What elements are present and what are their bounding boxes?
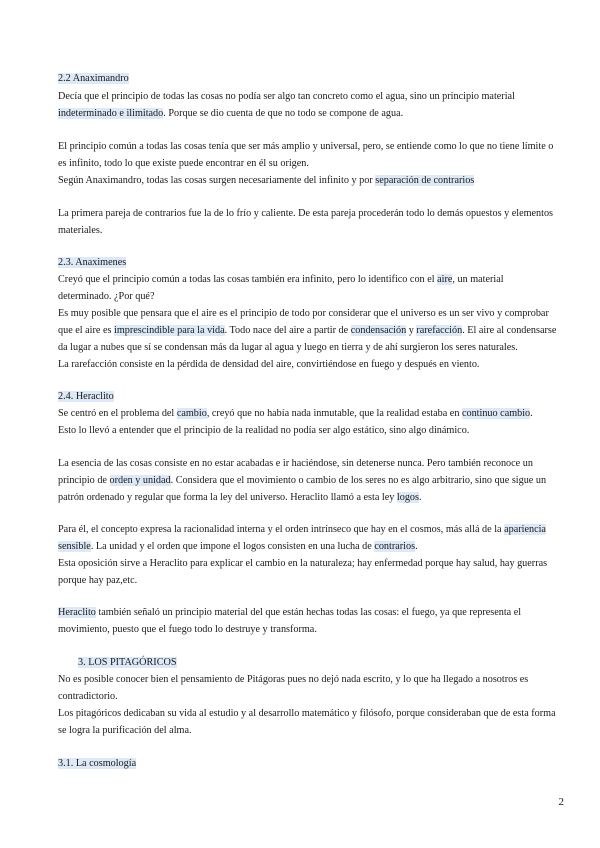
text-segment: principio de	[58, 475, 110, 486]
text-line	[58, 324, 556, 337]
highlighted-text: logos	[396, 492, 419, 503]
highlighted-text: indeterminado e ilimitado	[58, 108, 164, 119]
text-segment: y	[406, 325, 417, 336]
text-line	[58, 390, 114, 403]
text-segment: . Todo nace del aire a partir de	[224, 325, 351, 336]
text-segment: Los pitagóricos dedicaban su vida al estudio y al desarrollo matemático y filósofo, porque consideraban que de esta forma	[58, 708, 556, 719]
text-line	[58, 157, 309, 170]
text-segment: .	[418, 492, 422, 503]
text-segment: contradictorio.	[58, 691, 118, 702]
text-segment: Esta oposición sirve a Heraclito para explicar el cambio en la naturaleza; hay enfermedad porque hay salud, hay guerras	[58, 558, 548, 569]
text-segment: Creyó que el principio común a todas las cosas también era infinito, pero lo identifico con el	[58, 274, 438, 285]
page-number: 2	[558, 796, 564, 808]
text-line	[58, 523, 546, 536]
text-segment: Es muy posible que pensara que el aire es el principio de todo por considerar que el universo es un ser vivo y comprobar	[58, 308, 549, 319]
text-segment: Esto lo llevó a entender que el principio de la realidad no podía ser algo estático, sino algo dinámico.	[58, 425, 470, 436]
highlighted-text: rarefacción	[416, 325, 463, 336]
text-segment: da lugar a nubes que sí se condensan más da lugar al agua y luego en tierra y de ahí surgieron los seres naturales.	[58, 342, 518, 353]
highlighted-text: sensible	[58, 541, 91, 552]
text-segment: Se centró en el problema del	[58, 408, 177, 419]
highlighted-text: contrarios	[374, 541, 416, 552]
highlighted-text: imprescindible para la vida	[114, 325, 225, 336]
highlighted-text: separación de contrarios	[375, 175, 475, 186]
highlighted-text: 3.1. La cosmología	[58, 758, 137, 769]
text-segment: Decía que el principio de todas las cosas no podía ser algo tan concreto como el agua, sino un principio material	[58, 91, 515, 102]
text-segment: determinado. ¿Por qué?	[58, 291, 155, 302]
text-line	[58, 140, 553, 153]
text-segment: .	[415, 541, 418, 552]
text-segment: materiales.	[58, 225, 103, 236]
text-segment: . El aire al condensarse	[462, 325, 557, 336]
text-line	[58, 358, 479, 371]
text-line	[58, 574, 137, 587]
text-line	[58, 557, 547, 570]
text-line	[58, 90, 515, 103]
text-segment: se logra la purificación del alma.	[58, 725, 192, 736]
highlighted-text: 2.4. Heraclito	[58, 391, 114, 402]
text-line	[58, 673, 528, 686]
text-line	[58, 757, 136, 770]
text-line	[58, 290, 154, 303]
text-segment: que el aire es	[58, 325, 115, 336]
text-segment: . Porque se dio cuenta de que no todo se compone de agua.	[163, 108, 404, 119]
text-line	[58, 707, 556, 720]
text-line	[58, 540, 418, 553]
text-line	[58, 407, 533, 420]
text-line	[58, 273, 504, 286]
text-segment: No es posible conocer bien el pensamiento de Pitágoras pues no dejó nada escrito, y lo que ha llegado a nosotros es	[58, 674, 529, 685]
text-segment: Para él, el concepto expresa la racionalidad interna y el orden intrínseco que hay en el cosmos, más allá de la	[58, 524, 505, 535]
text-line	[58, 107, 403, 120]
text-line	[58, 72, 129, 85]
text-segment: .	[530, 408, 533, 419]
text-segment: . La unidad y el orden que impone el logos consisten en una lucha de	[90, 541, 375, 552]
highlighted-text: aire	[437, 274, 453, 285]
highlighted-text: 3. LOS PITAGÓRICOS	[78, 657, 177, 668]
text-line	[58, 256, 126, 269]
text-line	[58, 424, 469, 437]
text-line	[78, 656, 177, 669]
text-line	[58, 457, 533, 470]
text-line	[58, 207, 553, 220]
text-segment: La rarefacción consiste en la pérdida de densidad del aire, convirtiéndose en fuego y después en viento.	[58, 359, 480, 370]
text-segment: La primera pareja de contrarios fue la de lo frío y caliente. De esta pareja procederán todo lo demás opuestos y elementos	[58, 208, 554, 219]
text-line	[58, 724, 192, 737]
text-line	[58, 623, 317, 636]
text-segment: , creyó que no había nada inmutable, que la realidad estaba en	[206, 408, 462, 419]
text-segment: patrón ordenado y regular que forma la ley del universo. Heraclito llamó a esta ley	[58, 492, 397, 503]
highlighted-text: apariencia	[504, 524, 546, 535]
text-line	[58, 174, 474, 187]
highlighted-text: orden y unidad	[109, 475, 171, 486]
text-segment: también señaló un principio material del que están hechas todas las cosas: el fuego, ya que representa el	[95, 607, 522, 618]
text-line	[58, 224, 102, 237]
text-segment: El principio común a todas las cosas tenía que ser más amplio y universal, pero, se entiende como lo que no tiene límite o	[58, 141, 554, 152]
text-line	[58, 690, 118, 703]
highlighted-text: 2.3. Anaximenes	[58, 257, 127, 268]
text-line	[58, 491, 422, 504]
text-line	[58, 474, 546, 487]
text-segment: es infinito, todo lo que existe puede encontrar en él su origen.	[58, 158, 309, 169]
text-segment: movimiento, puesto que el fuego todo lo destruye y transforma.	[58, 624, 317, 635]
text-line	[58, 341, 518, 354]
text-segment: . Considera que el movimiento o cambio de los seres no es algo arbitrario, sino que sigue un	[170, 475, 547, 486]
text-segment: La esencia de las cosas consiste en no estar acabadas e ir haciéndose, sin detenerse nunca. Pero también reconoce un	[58, 458, 533, 469]
highlighted-text: cambio	[176, 408, 207, 419]
highlighted-text: continuo cambio	[461, 408, 531, 419]
highlighted-text: condensación	[350, 325, 407, 336]
text-segment: , un material	[452, 274, 504, 285]
text-segment: porque hay paz,etc.	[58, 575, 138, 586]
highlighted-text: 2.2 Anaximandro	[58, 73, 129, 84]
highlighted-text: Heraclito	[58, 607, 96, 618]
text-segment: Según Anaximandro, todas las cosas surgen necesariamente del infinito y por	[58, 175, 376, 186]
text-line	[58, 307, 549, 320]
text-line	[58, 606, 521, 619]
